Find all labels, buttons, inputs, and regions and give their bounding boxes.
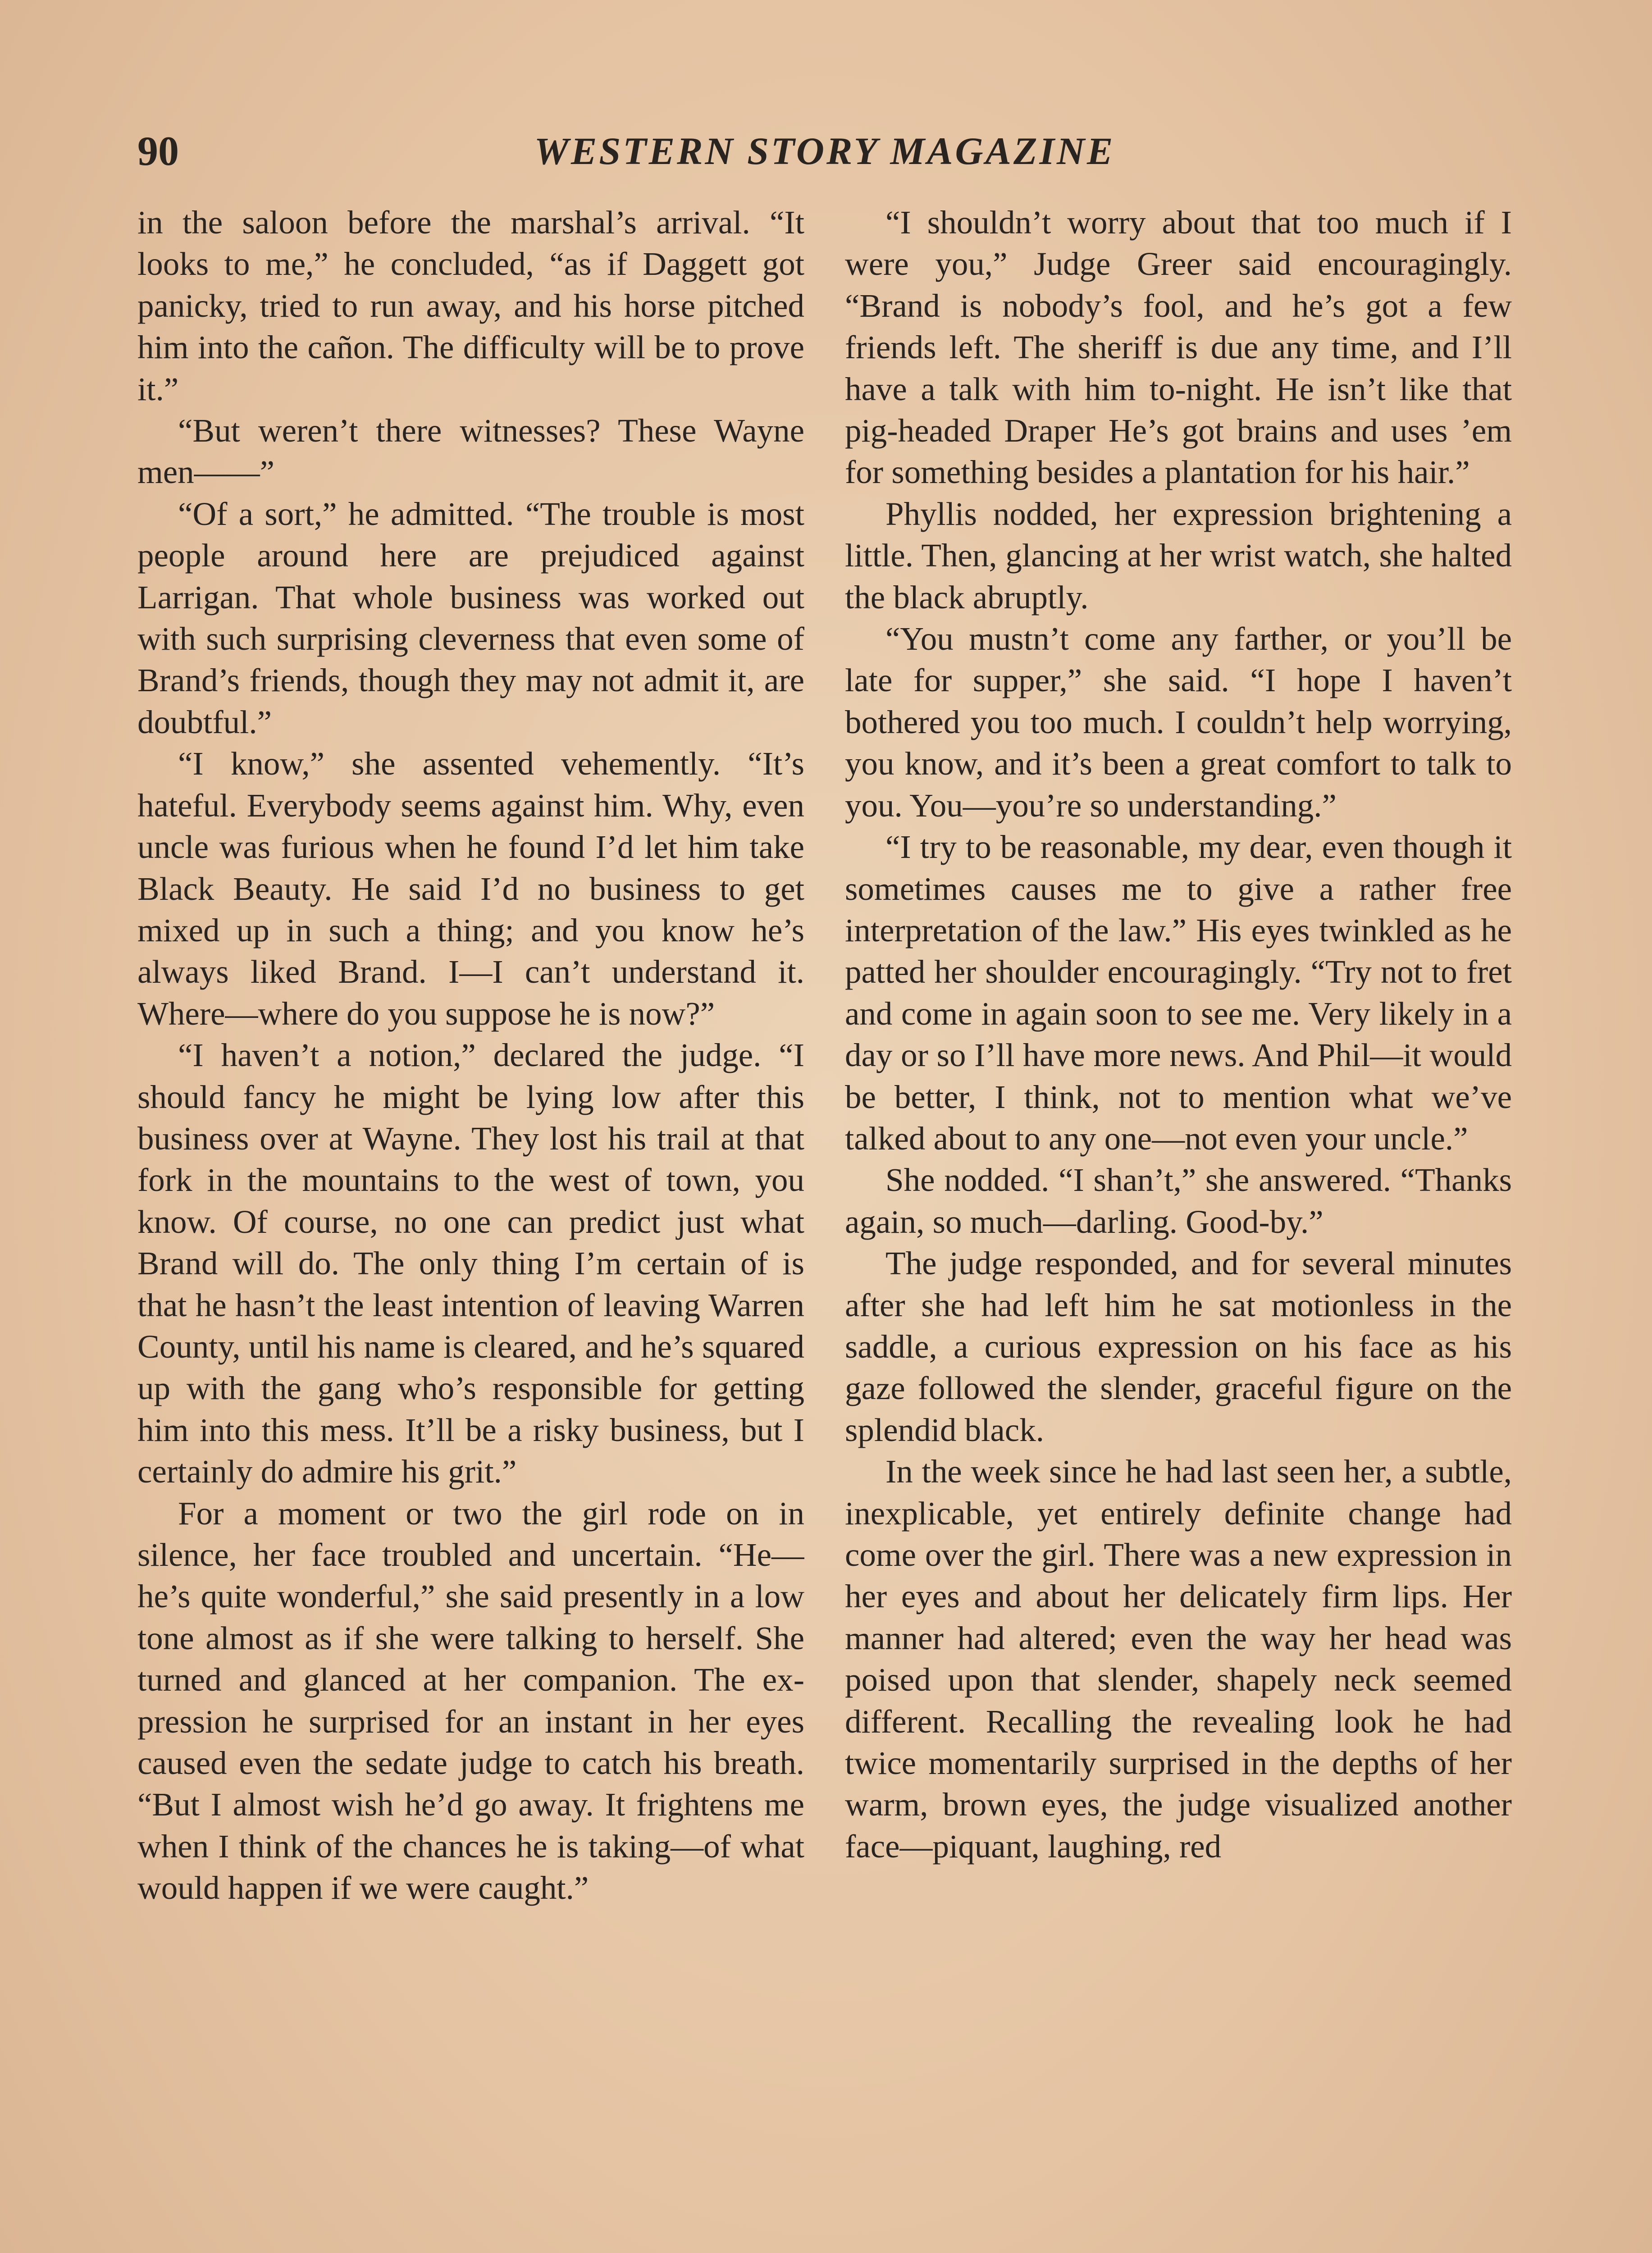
- paragraph: “But weren’t there witnesses? These Wayne men——”: [137, 412, 804, 491]
- running-title: WESTERN STORY MAGAZINE: [534, 129, 1115, 173]
- page-number: 90: [137, 128, 179, 174]
- paragraph: She nodded. “I shan’t,” she answered. “Thanks again, so much—darling. Good-by.”: [845, 1162, 1512, 1240]
- paragraph: Phyllis nodded, her expression brightening a little. Then, glancing at her wrist watch, she halted the black abruptly.: [845, 495, 1512, 616]
- paragraph: “I haven’t a notion,” declared the judge. “I should fancy he might be lying low after this business over at Wayne. They lost his trail at that fork in the mountains to the west of town, you know. Of course, no one can predict just what Brand will do. The only thing I’m certain of is that he hasn’t the least intention of leaving Warren County, until his name is cleared, and he’s squared up with the gang who’s responsible for getting him into this mess. It’ll be a risky business, but I certainly do admire his grit.”: [137, 1037, 804, 1490]
- paragraph: “You mustn’t come any farther, or you’ll be late for supper,” she said. “I hope I haven’t bothered you too much. I couldn’t help worrying, you know, and it’s been a great comfort to talk to you. You—you’re so understanding.”: [845, 620, 1512, 824]
- page-header: [137, 122, 1512, 180]
- left-column: [137, 202, 804, 2253]
- right-column: [845, 202, 1512, 2253]
- paragraph: For a moment or two the girl rode on in silence, her face troubled and uncertain. “He—he’s quite wonderful,” she said presently in a low tone almost as if she were talking to herself. She turned and glanced at her companion. The expression he surprised for an instant in her eyes caused even the sedate judge to catch his breath. “But I almost wish he’d go away. It frightens me when I think of the chances he is taking—of what would happen if we were caught.”: [137, 1495, 804, 1906]
- paragraph: In the week since he had last seen her, a subtle, inexplicable, yet entirely definite change had come over the girl. There was a new expression in her eyes and about her delicately firm lips. Her manner had altered; even the way her head was poised upon that slender, shapely neck seemed different. Recalling the revealing look he had twice momentarily surprised in the depths of her warm, brown eyes, the judge visualized another face—piquant, laughing, red: [845, 1453, 1512, 1865]
- paragraph: “Of a sort,” he admitted. “The trouble is most people around here are prejudiced against Larrigan. That whole business was worked out with such surprising cleverness that even some of Brand’s friends, though they may not admit it, are doubtful.”: [137, 495, 804, 740]
- paragraph: in the saloon before the marshal’s arrival. “It looks to me,” he concluded, “as if Daggett got panicky, tried to run away, and his horse pitched him into the cañon. The difficulty will be to prove it.”: [137, 204, 804, 407]
- paragraph: The judge responded, and for several minutes after she had left him he sat motionless in the saddle, a curious expression on his face as his gaze followed the slender, graceful figure on the splendid black.: [845, 1245, 1512, 1448]
- paragraph: “I try to be reasonable, my dear, even though it sometimes causes me to give a rather free interpretation of the law.” His eyes twinkled as he patted her shoulder encouragingly. “Try not to fret and come in again soon to see me. Very likely in a day or so I’ll have more news. And Phil—it would be better, I think, not to mention what we’ve talked about to any one—not even your uncle.”: [845, 829, 1512, 1157]
- paragraph: “I know,” she assented vehemently. “It’s hateful. Everybody seems against him. Why, even uncle was furious when he found I’d let him take Black Beauty. He said I’d no business to get mixed up in such a thing; and you know he’s always liked Brand. I—I can’t understand it. Where—where do you suppose he is now?”: [137, 745, 804, 1032]
- paragraph: “I shouldn’t worry about that too much if I were you,” Judge Greer said encouragingly. “Brand is nobody’s fool, and he’s got a few friends left. The sheriff is due any time, and I’ll have a talk with him to-night. He isn’t like that pig-headed Draper He’s got brains and uses ’em for something besides a plantation for his hair.”: [845, 204, 1512, 491]
